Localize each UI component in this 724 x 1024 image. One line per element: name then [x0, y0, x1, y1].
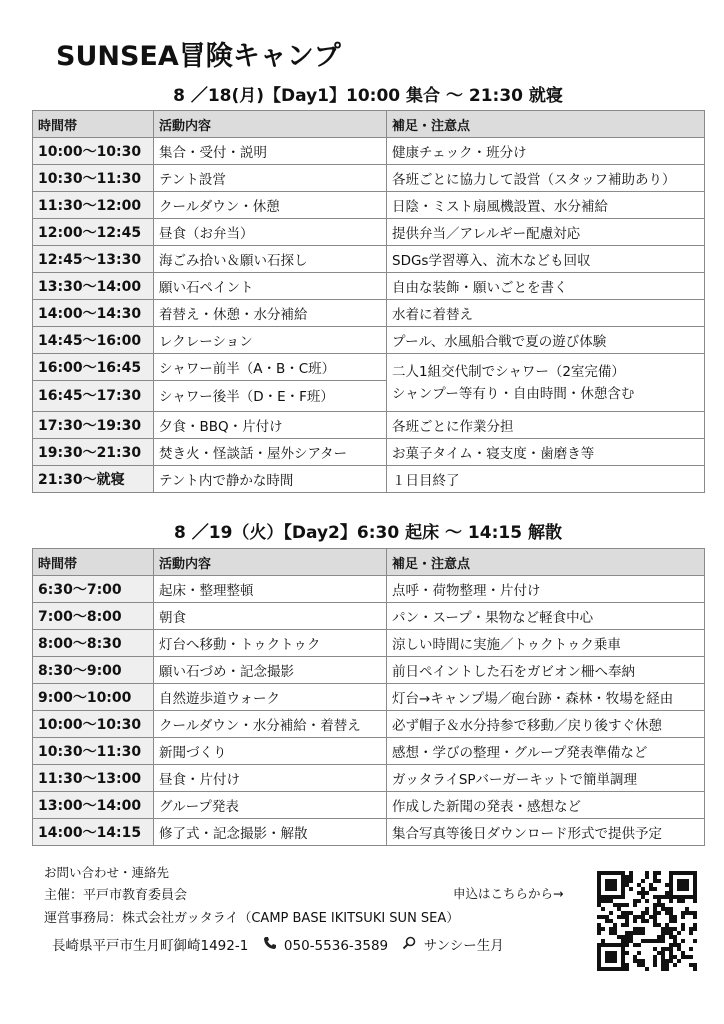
header-time: 時間帯	[33, 549, 154, 576]
row-time: 10:30〜11:30	[33, 738, 154, 765]
table-row	[33, 576, 705, 603]
table-row	[33, 439, 705, 466]
row-time: 11:30〜13:00	[33, 765, 154, 792]
table-row	[33, 412, 705, 439]
row-note: 必ず帽子＆水分持参で移動／戻り後すぐ休憩	[387, 711, 705, 738]
contact-heading: お問い合わせ・連絡先	[44, 865, 170, 880]
row-note: SDGs学習導入、流木なども回収	[387, 246, 705, 273]
row-note: 各班ごとに協力して設営（スタッフ補助あり）	[387, 165, 705, 192]
table-row	[33, 711, 705, 738]
row-time: 13:00〜14:00	[33, 792, 154, 819]
row-activity: レクレーション	[154, 327, 387, 354]
row-time: 16:45〜17:30	[33, 381, 154, 412]
row-time: 7:00〜8:00	[33, 603, 154, 630]
table-row	[33, 765, 705, 792]
row-activity: 起床・整理整頓	[154, 576, 387, 603]
table-row	[33, 165, 705, 192]
table-row	[33, 657, 705, 684]
row-note: 集合写真等後日ダウンロード形式で提供予定	[387, 819, 705, 846]
table-row	[33, 738, 705, 765]
table-header-row	[33, 549, 705, 576]
table-row	[33, 138, 705, 165]
row-activity: 願い石づめ・記念撮影	[154, 657, 387, 684]
row-time: 8:30〜9:00	[33, 657, 154, 684]
row-activity: シャワー前半（A・B・C班）	[154, 354, 387, 381]
header-note: 補足・注意点	[387, 111, 705, 138]
search-keyword: サンシー生月	[423, 938, 504, 954]
row-time: 13:30〜14:00	[33, 273, 154, 300]
table-row	[33, 192, 705, 219]
row-activity: 昼食・片付け	[154, 765, 387, 792]
row-time: 16:00〜16:45	[33, 354, 154, 381]
row-activity: 自然遊歩道ウォーク	[154, 684, 387, 711]
table-row	[33, 300, 705, 327]
row-note: 各班ごとに作業分担	[387, 412, 705, 439]
table-row	[33, 354, 705, 381]
table-row	[33, 273, 705, 300]
row-activity: 灯台へ移動・トゥクトゥク	[154, 630, 387, 657]
row-note-merged	[387, 354, 705, 412]
row-time: 14:00〜14:30	[33, 300, 154, 327]
qr-code[interactable]	[597, 871, 697, 971]
row-note: 自由な装飾・願いごとを書く	[387, 273, 705, 300]
table-row	[33, 219, 705, 246]
day1-schedule-table	[32, 110, 705, 493]
apply-link[interactable]: 申込はこちらから→	[453, 886, 564, 901]
row-activity: 海ごみ拾い＆願い石探し	[154, 246, 387, 273]
magnifier-icon	[402, 936, 416, 954]
table-row	[33, 684, 705, 711]
row-note: 涼しい時間に実施／トゥクトゥク乗車	[387, 630, 705, 657]
row-activity: 着替え・休憩・水分補給	[154, 300, 387, 327]
row-note: 感想・学びの整理・グループ発表準備など	[387, 738, 705, 765]
row-activity: 朝食	[154, 603, 387, 630]
row-time: 8:00〜8:30	[33, 630, 154, 657]
day2-schedule-table	[32, 548, 705, 846]
row-activity: グループ発表	[154, 792, 387, 819]
row-time: 14:45〜16:00	[33, 327, 154, 354]
row-note: 日陰・ミスト扇風機設置、水分補給	[387, 192, 705, 219]
row-activity: 願い石ペイント	[154, 273, 387, 300]
header-note: 補足・注意点	[387, 549, 705, 576]
table-row	[33, 246, 705, 273]
row-time: 17:30〜19:30	[33, 412, 154, 439]
row-activity: 集合・受付・説明	[154, 138, 387, 165]
row-time: 10:30〜11:30	[33, 165, 154, 192]
table-row	[33, 603, 705, 630]
row-activity: 夕食・BBQ・片付け	[154, 412, 387, 439]
row-note-line: シャンプー等有り・自由時間・休憩含む	[392, 385, 635, 402]
row-activity: クールダウン・休憩	[154, 192, 387, 219]
day1-heading: 8 ／18(月)【Day1】10:00 集合 ～ 21:30 就寝	[173, 86, 563, 106]
row-time: 11:30〜12:00	[33, 192, 154, 219]
phone-icon	[263, 936, 277, 954]
page-title: SUNSEA冒険キャンプ	[56, 41, 341, 72]
row-activity: シャワー後半（D・E・F班）	[154, 381, 387, 412]
row-note: 灯台→キャンプ場／砲台跡・森林・牧場を経由	[387, 684, 705, 711]
row-time: 12:45〜13:30	[33, 246, 154, 273]
row-time: 6:30〜7:00	[33, 576, 154, 603]
header-activity: 活動内容	[154, 111, 387, 138]
row-activity: クールダウン・水分補給・着替え	[154, 711, 387, 738]
row-time: 14:00〜14:15	[33, 819, 154, 846]
header-time: 時間帯	[33, 111, 154, 138]
row-note: お菓子タイム・寝支度・歯磨き等	[387, 439, 705, 466]
row-activity: 新聞づくり	[154, 738, 387, 765]
table-row	[33, 630, 705, 657]
address-line	[52, 934, 504, 954]
row-activity: 昼食（お弁当）	[154, 219, 387, 246]
address-text: 長崎県平戸市生月町御崎1492-1	[52, 938, 249, 954]
row-note-line: 二人1組交代制でシャワー（2室完備）	[392, 363, 625, 380]
row-activity: 焚き火・怪談話・屋外シアター	[154, 439, 387, 466]
row-activity: テント内で静かな時間	[154, 466, 387, 493]
table-row	[33, 466, 705, 493]
row-time: 12:00〜12:45	[33, 219, 154, 246]
row-time: 21:30〜就寝	[33, 466, 154, 493]
row-time: 10:00〜10:30	[33, 711, 154, 738]
header-activity: 活動内容	[154, 549, 387, 576]
table-row	[33, 327, 705, 354]
table-row	[33, 792, 705, 819]
row-time: 9:00〜10:00	[33, 684, 154, 711]
row-note: 健康チェック・班分け	[387, 138, 705, 165]
row-note: 作成した新聞の発表・感想など	[387, 792, 705, 819]
row-note: プール、水風船合戦で夏の遊び体験	[387, 327, 705, 354]
table-row	[33, 819, 705, 846]
row-note: 点呼・荷物整理・片付け	[387, 576, 705, 603]
row-time: 10:00〜10:30	[33, 138, 154, 165]
row-note: １日目終了	[387, 466, 705, 493]
row-activity: 修了式・記念撮影・解散	[154, 819, 387, 846]
office-text: 運営事務局：株式会社ガッタライ（CAMP BASE IKITSUKI SUN SEA）	[44, 911, 460, 926]
row-note: 水着に着替え	[387, 300, 705, 327]
phone-number[interactable]: 050-5536-3589	[283, 938, 389, 954]
row-note: ガッタライSPバーガーキットで簡単調理	[387, 765, 705, 792]
row-note: 提供弁当／アレルギー配慮対応	[387, 219, 705, 246]
day2-heading: 8 ／19（火）【Day2】6:30 起床 ～ 14:15 解散	[174, 523, 562, 543]
row-note: パン・スープ・果物など軽食中心	[387, 603, 705, 630]
organizer-text: 主催：平戸市教育委員会	[44, 888, 188, 903]
row-activity: テント設営	[154, 165, 387, 192]
row-time: 19:30〜21:30	[33, 439, 154, 466]
row-note: 前日ペイントした石をガビオン柵へ奉納	[387, 657, 705, 684]
table-header-row	[33, 111, 705, 138]
